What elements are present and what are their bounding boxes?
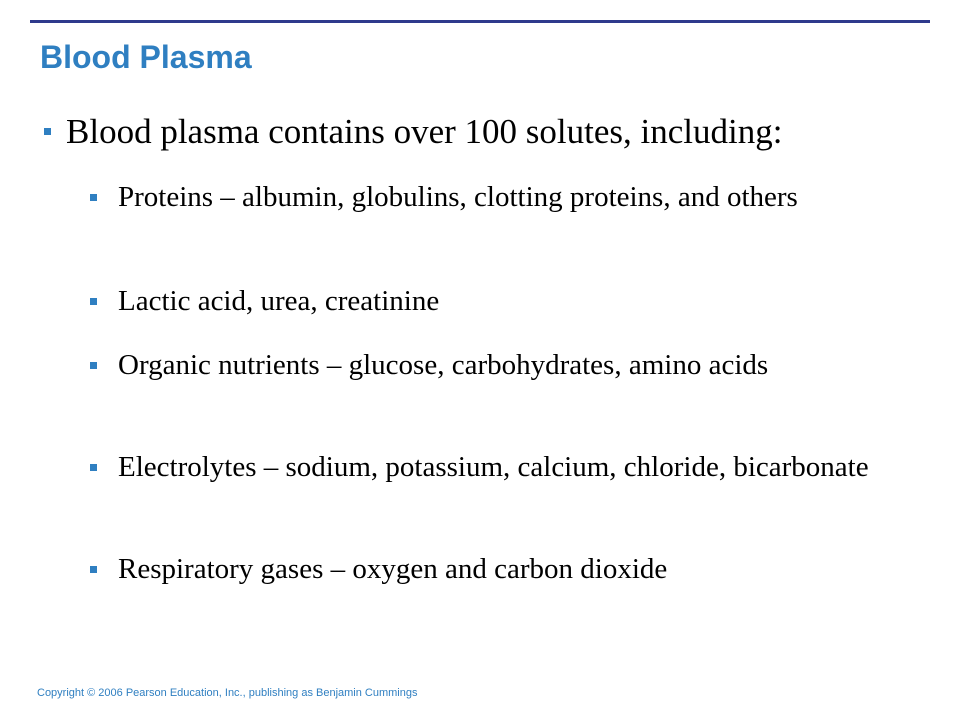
sub-bullet-gases — [118, 552, 898, 587]
main-bullet-text: Blood plasma contains over 100 solutes, including: — [66, 112, 783, 151]
square-bullet-icon — [90, 194, 97, 201]
square-bullet-icon — [90, 298, 97, 305]
square-bullet-icon — [90, 362, 97, 369]
top-divider — [30, 20, 930, 23]
sub-bullet-text: Respiratory gases – oxygen and carbon dioxide — [118, 553, 668, 585]
sub-bullet-text: Organic nutrients – glucose, carbohydrates, amino acids — [118, 349, 769, 381]
slide-title: Blood Plasma — [40, 39, 252, 75]
main-bullet — [66, 110, 926, 154]
square-bullet-icon — [90, 566, 97, 573]
sub-bullet-waste — [118, 284, 898, 319]
sub-bullet-text: Lactic acid, urea, creatinine — [118, 285, 440, 317]
sub-bullet-electrolytes — [118, 450, 898, 485]
sub-bullet-nutrients — [118, 348, 898, 383]
sub-bullet-text: Proteins – albumin, globulins, clotting proteins, and others — [118, 181, 798, 213]
copyright-footer: Copyright © 2006 Pearson Education, Inc., publishing as Benjamin Cummings — [37, 687, 418, 699]
sub-bullet-text: Electrolytes – sodium, potassium, calcium, chloride, bicarbonate — [118, 451, 869, 483]
square-bullet-icon — [44, 128, 51, 135]
sub-bullet-proteins — [118, 180, 898, 215]
square-bullet-icon — [90, 464, 97, 471]
